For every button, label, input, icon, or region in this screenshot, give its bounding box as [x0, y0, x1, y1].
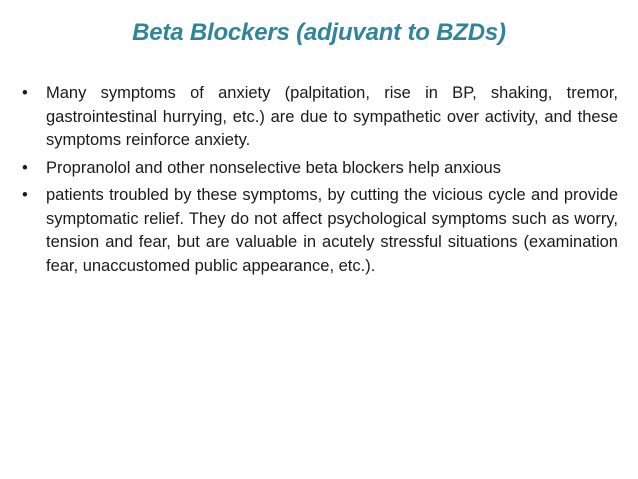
- bullet-text: patients troubled by these symptoms, by cutting the vicious cycle and provide symptomatic relief. They do not affect psychological symptoms such as worry, tension and fear, but are valuable in acutely stressful situations (examination fear, unaccustomed public appearance, etc.).: [46, 186, 618, 275]
- bullet-item: [22, 184, 618, 278]
- bullet-list: [22, 82, 618, 282]
- slide-title: Beta Blockers (adjuvant to BZDs): [132, 19, 506, 46]
- bullet-text: Propranolol and other nonselective beta blockers help anxious: [46, 158, 501, 177]
- bullet-dot-icon: •: [22, 158, 28, 177]
- bullet-item: [22, 157, 618, 181]
- bullet-text: Many symptoms of anxiety (palpitation, rise in BP, shaking, tremor, gastrointestinal hurrying, etc.) are due to sympathetic over activity, and these symptoms reinforce anxiety.: [46, 84, 618, 149]
- bullet-item: [22, 82, 618, 153]
- bullet-dot-icon: •: [22, 84, 28, 102]
- bullet-dot-icon: •: [22, 186, 28, 204]
